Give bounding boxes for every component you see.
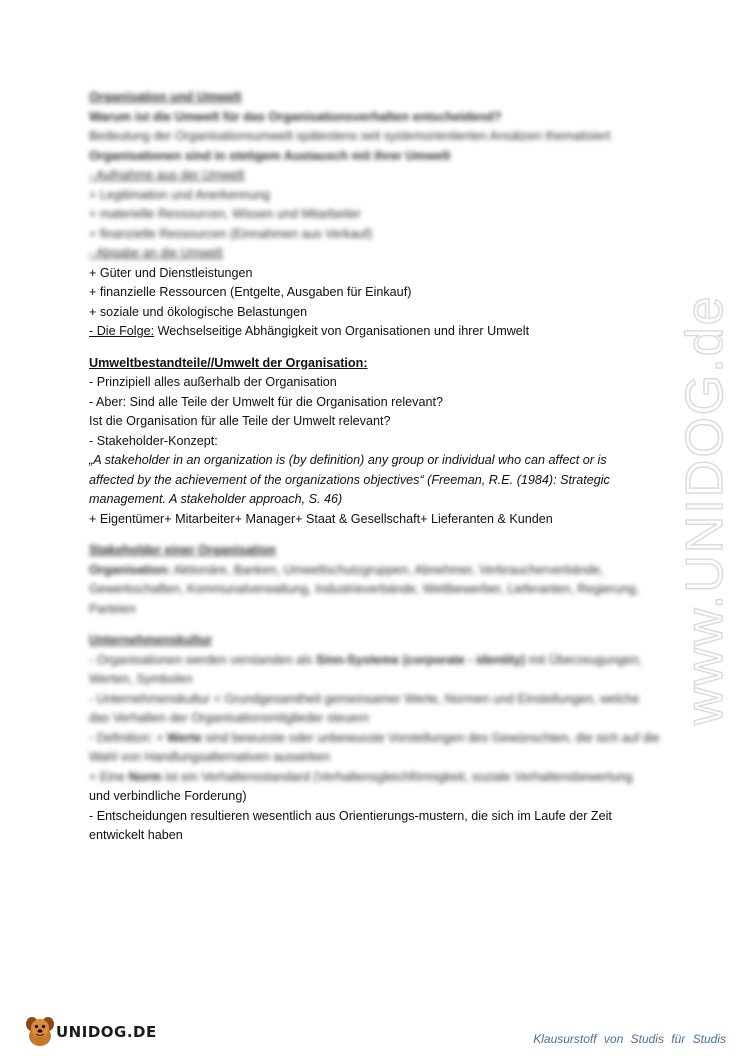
text-line: - Prinzipiell alles außerhalb der Organisation (89, 375, 337, 389)
list-item: + finanzielle Ressourcen (Einnahmen aus Verkauf) (89, 226, 373, 241)
stakeholder-list: + Eigentümer+ Mitarbeiter+ Manager+ Staat & Gesellschaft+ Lieferanten & Kunden (89, 511, 553, 526)
text-line-bold: Organisationen sind in stetigem Austausch mit ihrer Umwelt (89, 148, 451, 163)
watermark-text: www.UNIDOG.de (676, 294, 734, 725)
text-part-bold: Werte (167, 730, 202, 745)
list-item: + materielle Ressourcen, Wissen und Mitarbeiter (89, 207, 361, 221)
text-part: ist ein Verhaltensstandard (Verhaltensgleichförmigkeit, soziale Verhaltensbewertung (161, 769, 633, 784)
text-line: und verbindliche Forderung) (89, 789, 247, 803)
text-line: Ist die Organisation für alle Teile der Umwelt relevant? (89, 414, 391, 428)
text-part: + Eine (89, 769, 129, 784)
text-part: - Definition: + (89, 730, 168, 745)
list-item: + Güter und Dienstleistungen (89, 265, 253, 280)
text-line: Bedeutung der Organisationsumwelt spätestens seit systemorientierten Ansätzen thematisiert (89, 129, 611, 143)
stakeholder-label: Organisation: (89, 562, 171, 577)
logo-text: UNIDOG.DE (56, 1023, 157, 1041)
list-item: + finanzielle Ressourcen (Entgelte, Ausgaben für Einkauf) (89, 285, 412, 299)
section-title-organisation-umwelt: Organisation und Umwelt (89, 90, 242, 104)
subheading-aufnahme: - Aufnahme aus der Umwelt (89, 168, 245, 182)
section-title-stakeholder: Stakeholder einer Organisation (89, 543, 276, 557)
stakeholder-quote: „A stakeholder in an organization is (by definition) any group or individual who can affect or is affected by the achievement of the organizations objectives“ (Freeman, R.E. (1984): Strategic management. A stakeholder approach, S. 46) (89, 453, 610, 506)
list-item: + soziale und ökologische Belastungen (89, 304, 308, 319)
dog-logo-icon (22, 1012, 58, 1050)
text-part: - Organisationen werden verstanden als (89, 652, 316, 667)
text-part-bold: Norm (128, 769, 162, 784)
section-title-unternehmenskultur: Unternehmenskultur (89, 633, 213, 647)
question-line: Warum ist die Umwelt für das Organisationsverhalten entscheidend? (89, 109, 502, 124)
text-paragraph: - Entscheidungen resultieren wesentlich aus Orientierungs-mustern, die sich im Laufe der Zeit entwickelt haben (89, 808, 612, 842)
document-body (89, 88, 689, 846)
consequence-text: Wechselseitige Abhängigkeit von Organisationen und ihrer Umwelt (154, 324, 530, 338)
text-part-bold: Sinn-Systeme (corporate - identity) (315, 652, 526, 667)
unidog-logo (22, 1012, 157, 1050)
watermark (640, 280, 750, 730)
text-paragraph: - Unternehmenskultur = Grundgesamtheit gemeinsamer Werte, Normen und Einstellungen, welche das Verhalten der Organisationsmitglieder steuern (89, 691, 640, 725)
footer-tagline: Klausurstoff von Studis für Studis (533, 1032, 726, 1046)
text-part: mit Überzeugungen, Werten, Symbolen (89, 652, 642, 686)
consequence-line (89, 322, 689, 342)
section-title-umweltbestandteile: Umweltbestandteile//Umwelt der Organisation: (89, 355, 368, 370)
stakeholder-paragraph (89, 561, 649, 620)
text-paragraph (89, 651, 649, 690)
stakeholder-text: Aktionäre, Banken, Umweltschutzgruppen, Abnehmer, Verbraucherverbände, Gewerkschaften, Kommunalverwaltung, Industrieverbände, Wettbewerber, Lieferanten, Regierung, Parteien (89, 562, 639, 616)
text-line (89, 768, 689, 788)
list-item: + Legitimation und Anerkennung (89, 187, 270, 202)
text-line: - Aber: Sind alle Teile der Umwelt für die Organisation relevant? (89, 394, 443, 409)
text-paragraph (89, 729, 664, 768)
text-part: sind bewusste oder unbewusste Vorstellungen des Gewünschten, die sich auf die Wahl von Handlungsalternativen auswirken (89, 730, 660, 764)
subheading-abgabe: - Abgabe an die Umwelt (89, 246, 223, 260)
text-line: - Stakeholder-Konzept: (89, 433, 218, 448)
consequence-label: - Die Folge: (89, 324, 155, 338)
